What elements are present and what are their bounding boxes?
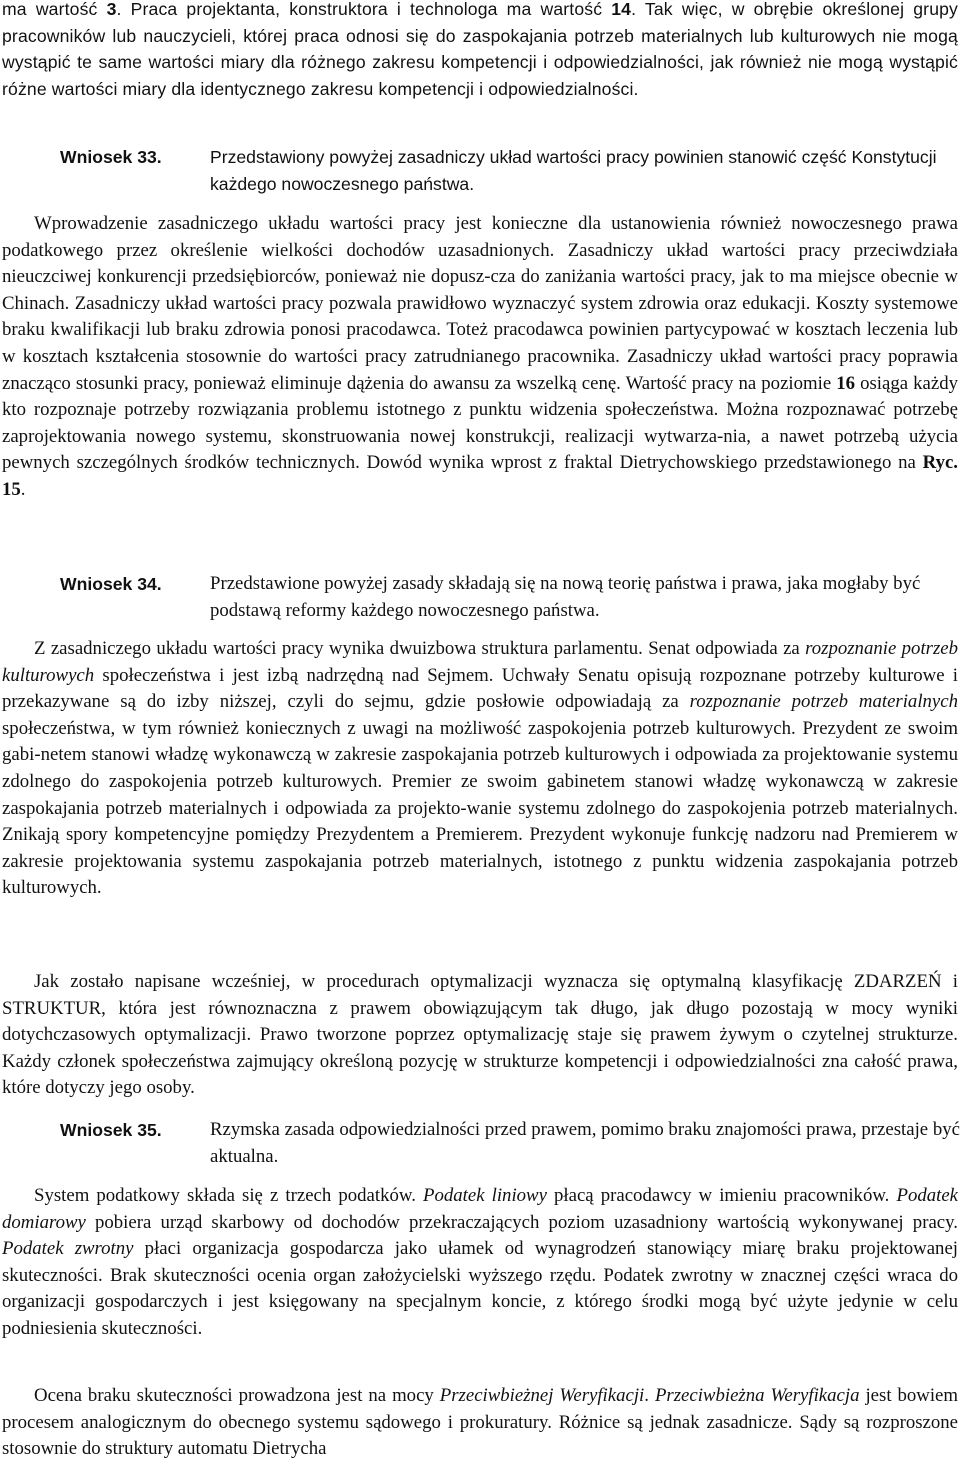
paragraph-tax-law [2,211,958,504]
text-run: społeczeństwa, w tym również koniecznych z uwagi na możliwość zaspokojenia potrzeb kulturowych. Prezydent ze swoim gabi-netem stanowi władzę wykonawczą w zakresie zaspokajania potrzeb kulturowych i odpowiada za projektowanie systemu zdolnego do zaspokojenia potrzeb kulturowych. Premier ze swoim gabinetem stanowi władzę wykonawczą w zakresie zaspokajania potrzeb materialnych i odpowiada za projekto-wanie systemu zdolnego do zaspokojenia potrzeb materialnych. Znikają spory kompetencyjne pomiędzy Prezydentem a Premierem. Prezydent wykonuje funkcję nadzoru nad Premierem w zakresie projektowania systemu zaspokajania potrzeb materialnych, istotnego z punktu widzenia zaspokajania potrzeb kulturowych. [2,717,958,899]
conclusion-35-label: Wniosek 35. [60,1120,162,1140]
emphasis-italic: Podatek domiarowy [2,1185,959,1233]
conclusion-33 [60,144,960,197]
conclusion-34-label: Wniosek 34. [60,574,162,594]
conclusion-35 [60,1117,960,1170]
emphasis-italic: Podatek zwrotny [2,1238,134,1260]
emphasis-italic: rozpoznanie potrzeb kulturowych [2,638,959,686]
conclusion-33-label: Wniosek 33. [60,147,162,167]
text-run: jest bowiem procesem analogicznym do obecnego systemu sądowego i prokuratury. Różnice są jednak zasadnicze. Sądy są rozproszone stosownie do struktury automatu Dietrycha [2,1385,959,1460]
text-run: ma wartość [2,0,107,19]
paragraph-work-value-measure [2,0,958,102]
text-run: społeczeństwa i jest izbą nadrzędną nad Sejmem. Uchwały Senatu opisują rozpoznane potrzeby kulturowe i przekazywane są do izby niższej, czyli do sejmu, gdzie posłowie odpowiadają za [2,664,958,713]
emphasis-bold: 14 [611,0,632,19]
text-run: . Praca projektanta, konstruktora i technologa ma wartość [116,0,612,19]
text-run: Jak zostało napisane wcześniej, w procedurach optymalizacji wyznacza się optymalną klasyfikację ZDARZEŃ i STRUKTUR, która jest równoznaczna z prawem obowiązującym tak długo, jak długo pozostają w mocy wyniki dotychczasowych optymalizacji. Prawo tworzone poprzez optymalizację staje się prawem żywym o czytelnej strukturze. Każdy członek społeczeństwa zajmujący określoną pozycję w strukturze kompetencji i odpowiedzialności zna całość prawa, które dotyczy jego osoby. [2,971,958,1099]
conclusion-35-text: Rzymska zasada odpowiedzialności przed prawem, pomimo braku znajomości prawa, przestaje być aktualna. [210,1119,960,1167]
text-run: osiąga każdy kto rozpoznaje potrzeby rozwiązania problemu istotnego z punktu widzenia społeczeństwa. Można rozpoznawać potrzebę zaprojektowania nowego systemu, skonstruowania nowej konstrukcji, realizacji wytwarza-nia, a nawet potrzebą użycia pewnych szczególnych środków technicznych. Dowód wynika wprost z fraktal Dietrychowskiego przedstawionego na [2,372,958,474]
emphasis-italic: Przeciwbieżnej Weryfikacji [439,1385,645,1406]
text-run: Z zasadniczego układu wartości pracy wynika dwuizbowa struktura parlamentu. Senat odpowiada za [34,638,806,659]
conclusion-34-text: Przedstawione powyżej zasady składają się na nową teorię państwa i prawa, jaka mogłaby być podstawą reformy każdego nowoczesnego państwa. [210,573,921,621]
emphasis-italic: rozpoznanie potrzeb materialnych [689,691,958,713]
text-run: Ocena braku skuteczności prowadzona jest na mocy [34,1385,440,1406]
text-run: System podatkowy składa się z trzech podatków. [34,1185,423,1206]
conclusion-33-text: Przedstawiony powyżej zasadniczy układ wartości pracy powinien stanowić część Konstytucji każdego nowoczesnego państwa. [210,147,937,194]
text-run: Wprowadzenie zasadniczego układu wartości pracy jest konieczne dla ustanowienia również nowoczesnego prawa podatkowego przez określenie wielkości dochodów uzasadnionych. Zasadniczy układ wartości pracy przeciwdziała nieuczciwej konkurencji przedsiębiorców, ponieważ nie dopusz-cza do zaniżania wartości pracy, jak to ma miejsce obecnie w Chinach. Zasadniczy układ wartości pracy pozwala prawidłowo wyznaczyć system zdrowia oraz edukacji. Koszty systemowe braku kwalifikacji lub braku zdrowia ponosi pracodawca. Toteż pracodawca powinien partycypować w kosztach leczenia lub w kosztach kształcenia stosownie do wartości pracy zatrudnianego pracownika. Zasadniczy układ wartości pracy poprawia znacząco stosunki pracy, ponieważ eliminuje dążenia do awansu za wszelką cenę. Wartość pracy na poziomie [2,213,958,394]
paragraph-optimization-law [2,969,958,1102]
emphasis-bold: 3 [106,0,117,19]
emphasis-bold: 16 [836,372,856,394]
emphasis-bold: Ryc. 15 [2,452,958,500]
text-run: płaci organizacja gospodarcza jako ułamek od wynagrodzeń stanowiący miarę braku projektowanej skuteczności. Brak skuteczności ocenia organ założycielski wyższego rzędu. Podatek zwrotny w znacznej części wraca do organizacji gospodarczych i jest księgowany na specjalnym koncie, z którego środki mogą być użyte jedynie w celu podniesienia skuteczności. [2,1238,958,1339]
paragraph-verification [2,1383,958,1463]
paragraph-parliament [2,636,958,902]
emphasis-italic: Przeciwbieżna Weryfikacja [654,1385,860,1406]
text-run: . [20,478,26,500]
text-run: . [644,1385,655,1406]
emphasis-italic: Podatek liniowy [423,1185,547,1206]
conclusion-34 [60,571,960,624]
text-run: . Tak więc, w obrębie określonej grupy pracowników lub nauczycieli, której praca odnosi się do zaspokajania potrzeb materialnych lub kulturowych nie mogą wystąpić te same wartości miary dla różnego zakresu kompetencji i odpowiedzialności, jak również nie mogą wystąpić różne wartości miary dla identycznego zakresu kompetencji i odpowiedzialności. [2,0,959,99]
text-run: płacą pracodawcy w imieniu pracowników. [546,1185,897,1206]
text-run: pobiera urząd skarbowy od dochodów przekraczających poziom uzasadniony wartością wykonywanej pracy. [85,1211,958,1233]
paragraph-tax-system [2,1183,958,1343]
